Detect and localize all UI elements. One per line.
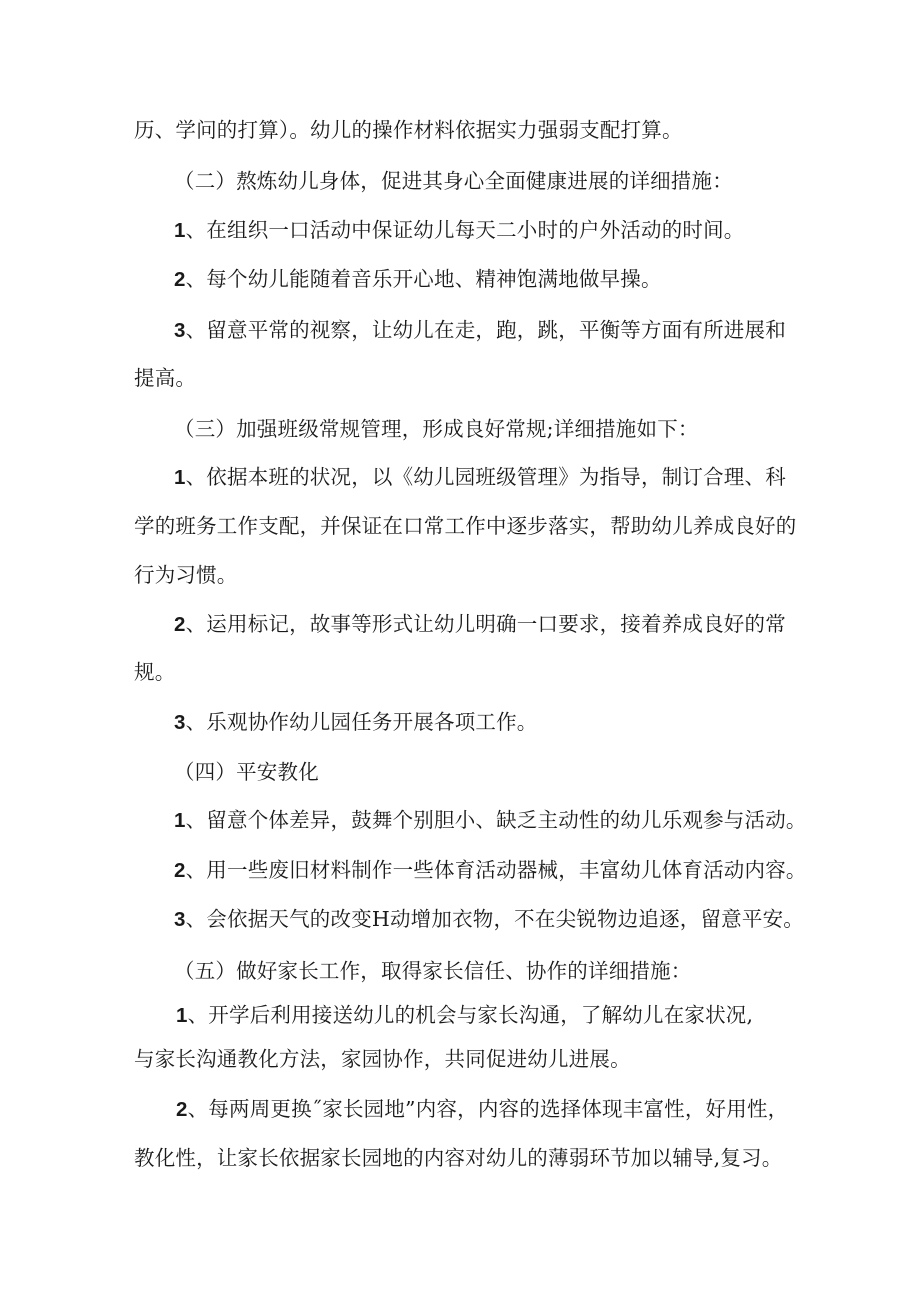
section-heading: （四）平安教化 — [174, 760, 319, 784]
section-heading: （二）熬炼幼儿身体，促进其身心全面健康进展的详细措施： — [174, 169, 733, 193]
paragraph-line: 历、学问的打算）。幼儿的操作材料依据实力强弱支配打算。 — [134, 118, 683, 142]
paragraph-line: 提高。 — [134, 366, 197, 390]
paragraph-line: 学的班务工作支配，并保证在口常工作中逐步落实，帮助幼儿养成良好的 — [134, 514, 797, 538]
list-item: 2、每两周更换˝家长园地”内容，内容的选择体现丰富性，好用性， — [176, 1097, 789, 1121]
list-item: 3、乐观协作幼儿园任务开展各项工作。 — [174, 710, 538, 734]
list-item: 2、运用标记，故事等形式让幼儿明确一口要求，接着养成良好的常 — [174, 612, 786, 636]
paragraph-line: 与家长沟通教化方法，家园协作，共同促进幼儿进展。 — [134, 1047, 631, 1071]
list-item: 1、依据本班的状况，以《幼儿园班级管理》为指导，制订合理、科 — [174, 465, 786, 489]
paragraph-line: 教化性，让家长依据家长园地的内容对幼儿的薄弱环节加以辅导,复习。 — [134, 1146, 783, 1170]
section-heading: （三）加强班级常规管理，形成良好常规;详细措施如下： — [174, 417, 699, 441]
list-item: 2、每个幼儿能随着音乐开心地、精神饱满地做早操。 — [174, 267, 662, 291]
list-item: 1、开学后利用接送幼儿的机会与家长沟通，了解幼儿在家状况, — [176, 1003, 754, 1027]
list-item: 3、留意平常的视察，让幼儿在走，跑，跳，平衡等方面有所进展和 — [174, 318, 786, 342]
paragraph-line: 行为习惯。 — [134, 563, 238, 587]
list-item: 1、在组织一口活动中保证幼儿每天二小时的户外活动的时间。 — [174, 218, 745, 242]
list-item: 3、会依据天气的改变H动增加衣物，不在尖锐物边追逐，留意平安。 — [174, 907, 804, 931]
list-item: 1、留意个体差异，鼓舞个别胆小、缺乏主动性的幼儿乐观参与活动。 — [174, 808, 807, 832]
paragraph-line: 规。 — [134, 660, 176, 684]
list-item: 2、用一些废旧材料制作一些体育活动器械，丰富幼儿体育活动内容。 — [174, 858, 807, 882]
section-heading: （五）做好家长工作，取得家长信任、协作的详细措施： — [174, 959, 692, 983]
